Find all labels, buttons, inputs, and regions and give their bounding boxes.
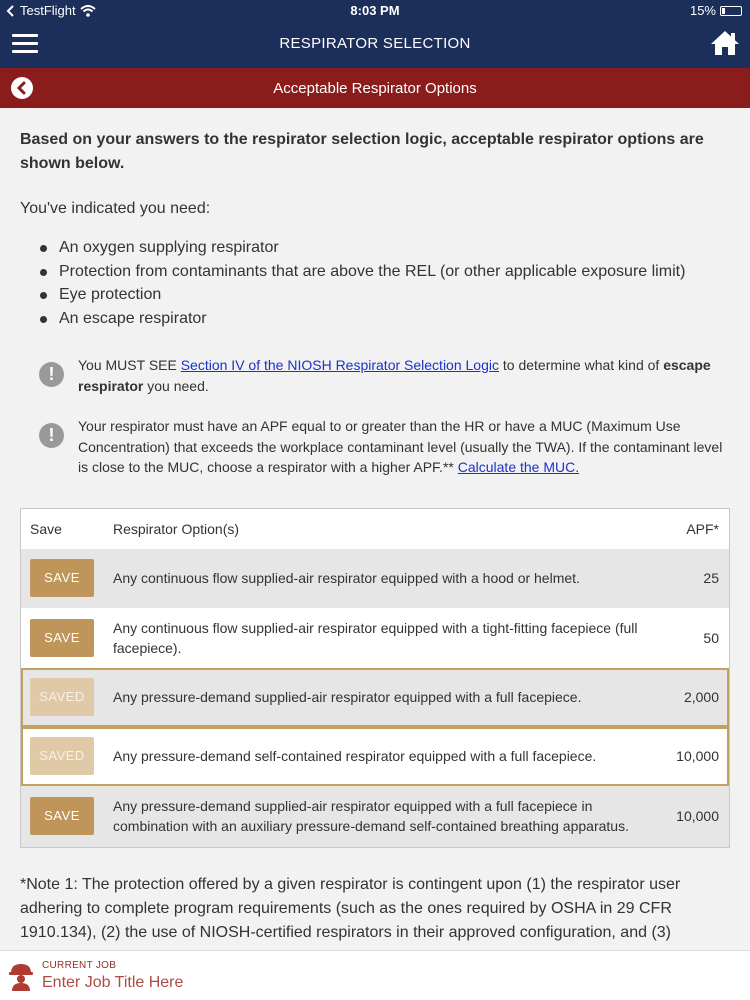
niosh-logic-link[interactable]: Section IV of the NIOSH Respirator Selection Logic [180, 357, 499, 373]
warning-icon: ! [39, 423, 64, 448]
list-item: An oxygen supplying respirator [40, 236, 730, 260]
option-text: Any continuous flow supplied-air respirator equipped with a tight-fitting facepiece (full facepiece). [113, 619, 638, 656]
apf-value: 25 [703, 570, 719, 586]
option-text: Any continuous flow supplied-air respirator equipped with a hood or helmet. [113, 570, 580, 586]
option-text: Any pressure-demand supplied-air respirator equipped with a full facepiece. [113, 689, 582, 705]
current-job-bar[interactable] [0, 950, 750, 1000]
hard-hat-worker-icon [8, 961, 34, 991]
notice-bold: escape respirator [78, 357, 711, 394]
carrier-label: TestFlight [20, 3, 76, 18]
notice-text: Your respirator must have an APF equal to or greater than the HR or have a MUC (Maximum Use Concentration) that exceeds the workplace contaminant level (usually the TWA). If the contaminant level is close to the MUC, choose a respirator with a higher APF.** [78, 418, 723, 475]
home-icon[interactable] [710, 30, 740, 56]
notice-text: You MUST SEE [78, 357, 181, 373]
status-time: 8:03 PM [350, 3, 400, 18]
save-button[interactable]: SAVE [30, 559, 94, 597]
header-option: Respirator Option(s) [113, 520, 240, 537]
table-row-saved [21, 727, 729, 786]
save-button[interactable]: SAVE [30, 797, 94, 835]
apf-value: 2,000 [683, 689, 719, 705]
apf-notice [20, 416, 730, 478]
list-item: An escape respirator [40, 307, 730, 331]
table-header [21, 509, 729, 549]
section-header [0, 68, 750, 108]
escape-respirator-notice [20, 355, 730, 396]
page-title: RESPIRATOR SELECTION [279, 35, 471, 52]
current-job-label: CURRENT JOB [42, 960, 117, 971]
table-row [21, 786, 729, 847]
saved-button[interactable]: SAVED [30, 678, 94, 716]
table-row [21, 549, 729, 608]
status-bar [0, 0, 750, 20]
header-apf: APF* [686, 520, 719, 537]
note-text: *Note 1: The protection offered by a given respirator is contingent upon (1) the respirator user adhering to complete program requirements (such as the ones required by OSHA in 29 CFR 1910.134), (2) the use of NIOSH-certified respirators in their approved configuration, and (3) [20, 875, 681, 941]
notice-text: to determine what kind of [499, 357, 664, 373]
option-text: Any pressure-demand supplied-air respirator equipped with a full facepiece in combination with an auxiliary pressure-demand self-contained breathing apparatus. [113, 798, 629, 834]
table-row-saved [21, 668, 729, 727]
saved-button[interactable]: SAVED [30, 737, 94, 775]
needs-list [20, 236, 730, 330]
status-right [690, 3, 742, 18]
list-item: Eye protection [40, 283, 730, 307]
apf-value: 10,000 [676, 808, 719, 824]
nav-bar [0, 20, 750, 68]
apf-value: 50 [703, 629, 719, 646]
main-content[interactable] [0, 108, 750, 950]
calculate-muc-link[interactable]: Calculate the MUC. [457, 459, 580, 475]
notice-text: you need. [143, 377, 209, 394]
battery-percent: 15% [689, 3, 716, 18]
respirator-options-table [20, 508, 730, 848]
job-title-input[interactable]: Enter Job Title Here [42, 974, 184, 991]
battery-icon [720, 6, 742, 16]
table-row [21, 608, 729, 668]
apf-value: 10,000 [676, 748, 719, 764]
warning-icon: ! [39, 362, 64, 387]
header-save: Save [30, 520, 62, 537]
needs-heading: You've indicated you need: [20, 200, 211, 217]
list-item: Protection from contaminants that are above the REL (or other applicable exposure limit) [40, 260, 730, 284]
intro-text: Based on your answers to the respirator selection logic, acceptable respirator options are shown below. [20, 131, 704, 172]
save-button[interactable]: SAVE [30, 619, 94, 657]
option-text: Any pressure-demand self-contained respirator equipped with a full facepiece. [113, 748, 597, 764]
section-title: Acceptable Respirator Options [273, 80, 477, 97]
